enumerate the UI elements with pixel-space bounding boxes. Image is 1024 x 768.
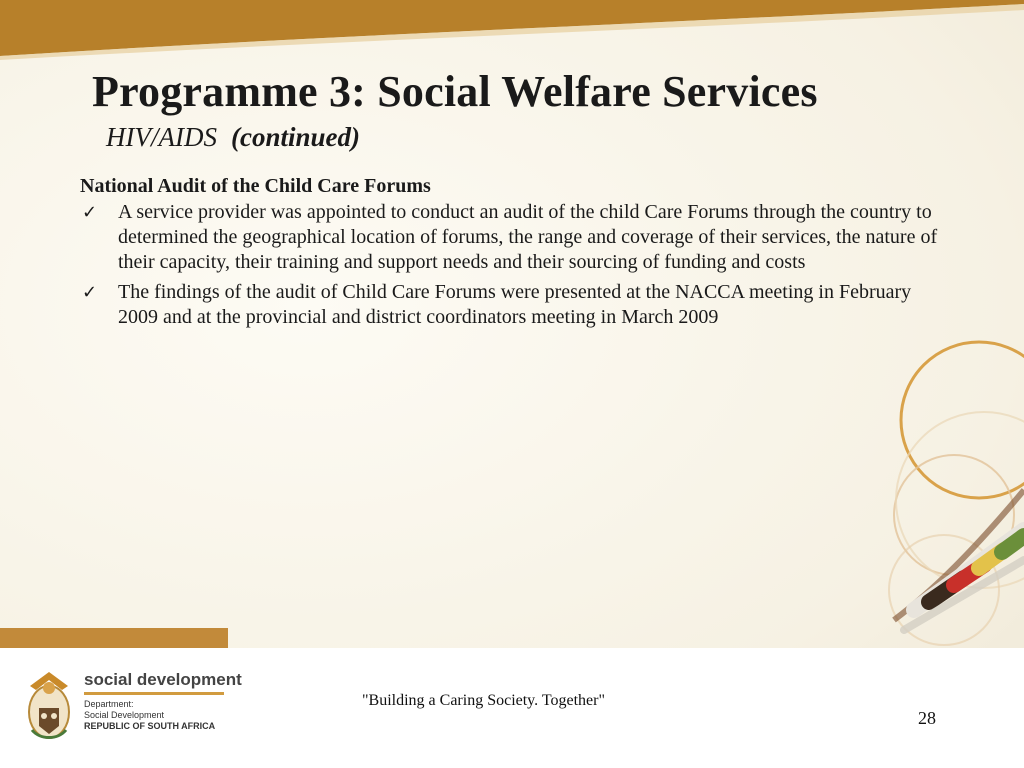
logo-line: REPUBLIC OF SOUTH AFRICA: [84, 721, 216, 731]
logo-line: Department:: [84, 699, 134, 709]
decorative-circles-beadwork: [804, 290, 1024, 660]
logo-text: [84, 668, 242, 732]
logo-bar: [84, 692, 224, 695]
slide-subtitle: [106, 122, 360, 153]
bullet-item: [80, 200, 940, 275]
subtitle-emphasis: (continued): [230, 122, 360, 152]
logo-name: social development: [84, 670, 242, 689]
bullet-text: A service provider was appointed to conduct an audit of the child Care Forums through the country to determined the geographical location of forums, the range and coverage of their services, the nature of their capacity, their training and support needs and their sourcing of funding and costs: [118, 201, 938, 273]
subtitle-text: HIV/AIDS: [106, 122, 217, 152]
bullet-text: The findings of the audit of Child Care Forums were presented at the NACCA meeting in February 2009 and at the provincial and district coordinators meeting in March 2009: [118, 281, 912, 328]
footer: [0, 648, 1024, 768]
tagline: "Building a Caring Society. Together": [362, 692, 606, 709]
section-heading: National Audit of the Child Care Forums: [80, 175, 431, 197]
checkmark-icon: ✓: [82, 202, 98, 223]
checkmark-icon: ✓: [82, 282, 98, 303]
page-number: 28: [918, 708, 936, 728]
logo-line: Social Development: [84, 710, 165, 720]
beadwork: [904, 530, 1024, 630]
slide-title: Programme 3: Social Welfare Services: [92, 67, 818, 116]
coat-of-arms-icon: [22, 668, 76, 744]
department-logo: [22, 668, 252, 748]
top-band: [0, 0, 1024, 60]
bottom-accent-strip: [0, 628, 228, 650]
